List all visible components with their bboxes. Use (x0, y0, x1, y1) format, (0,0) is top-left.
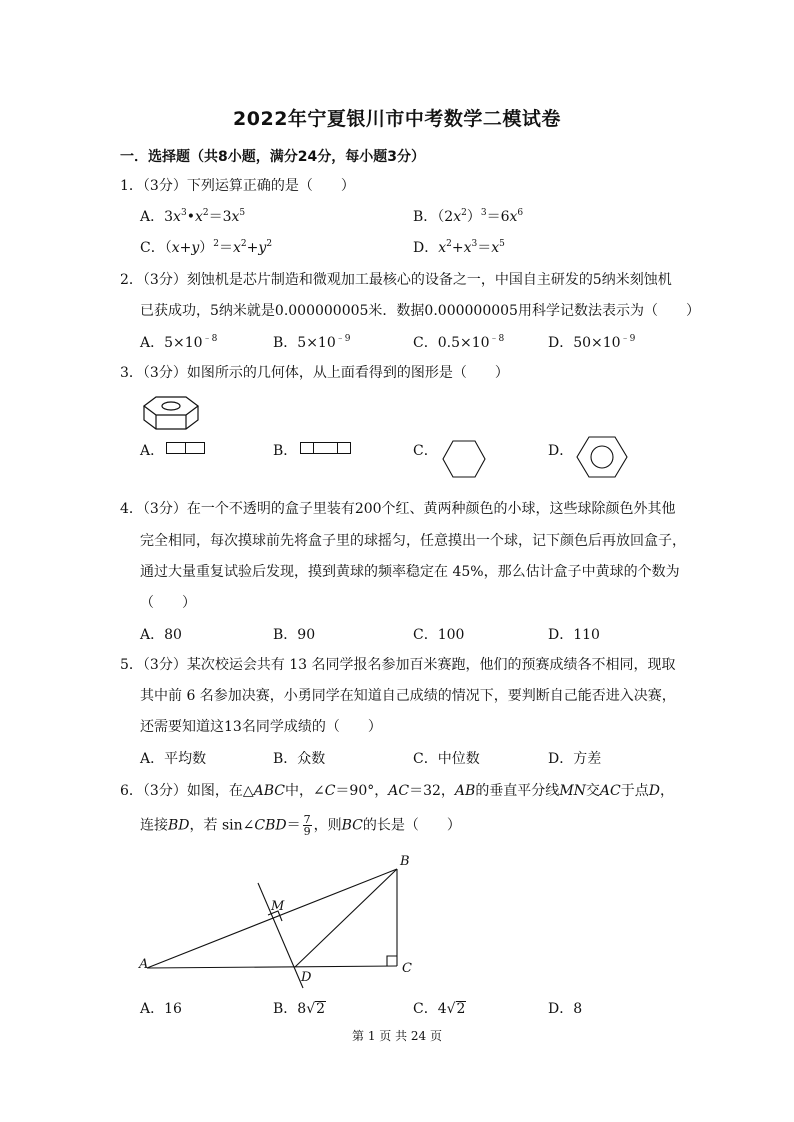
q5-option-c: C．中位数 (413, 751, 480, 767)
label-d: D (301, 970, 312, 985)
q2-line-2: 已获成功，5纳米就是0.000000005米．数据0.000000005用科学记数法表示为（ ） (140, 303, 700, 319)
q4-option-d: D．110 (548, 627, 600, 643)
q1-option-c: C．$(x+y)^2=x^2+y^2$ (140, 239, 273, 256)
q1-option-a: A．$3x^3•x^2=3x^5$ (140, 208, 246, 225)
q1-stem: 1．（3分）下列运算正确的是（ ） (120, 178, 355, 194)
q6-option-b: B．8√2 (273, 1001, 326, 1017)
q3-option-d: D． (548, 443, 574, 459)
q6-line-2: 连接BD，若 sin∠CBD＝ $\frac{7}{9}$ ，则BC的长是（ ） (140, 813, 461, 838)
q6-option-d: D．8 (548, 1001, 583, 1017)
q4-option-a: A．80 (140, 627, 182, 643)
q5-option-a: A．平均数 (140, 751, 207, 767)
two-rectangles-shape (166, 442, 206, 455)
q5-line-1: 5．（3分）某次校运会共有 13 名同学报名参加百米赛跑，他们的预赛成绩各不相同，现取 (120, 657, 676, 673)
hexagon-shape (442, 440, 486, 480)
q1-option-d: D．$x^2+x^3=x^5$ (413, 239, 505, 256)
label-b: B (400, 854, 410, 869)
q4-line-2: 完全相同，每次摸球前先将盒子里的球摇匀，任意摸出一个球，记下颜色后再放回盒子， (140, 533, 686, 549)
page-title: 2022年宁夏银川市中考数学二模试卷 (233, 108, 561, 130)
q1-option-b: B．$(2x^2)^3=6x^6$ (413, 208, 524, 225)
q3-stem: 3．（3分）如图所示的几何体，从上面看得到的图形是（ ） (120, 365, 509, 381)
q5-line-2: 其中前 6 名参加决赛，小勇同学在知道自己成绩的情况下，要判断自己能否进入决赛， (140, 688, 676, 704)
q4-option-c: C．100 (413, 627, 465, 643)
label-a: A (139, 957, 149, 972)
q5-option-b: B．众数 (273, 751, 326, 767)
page-footer: 第 1 页 共 24 页 (352, 1029, 442, 1043)
q2-option-d: D．$50\times 10^{﹣9}$ (548, 334, 636, 351)
section-heading: 一．选择题（共8小题，满分24分，每小题3分） (120, 149, 425, 165)
q4-line-4: （ ） (140, 595, 196, 611)
q4-line-3: 通过大量重复试验后发现，摸到黄球的频率稳定在 45%，那么估计盒子中黄球的个数为 (140, 564, 680, 580)
q2-option-c: C．$0.5\times 10^{﹣8}$ (413, 334, 505, 351)
q4-option-b: B．90 (273, 627, 316, 643)
label-m: M (271, 899, 285, 914)
q2-line-1: 2．（3分）刻蚀机是芯片制造和微观加工最核心的设备之一，中国自主研发的5纳米刻蚀机 (120, 272, 672, 288)
q6-option-a: A．16 (140, 1001, 182, 1017)
label-c: C (402, 961, 412, 976)
q2-option-b: B．$5\times 10^{﹣9}$ (273, 334, 351, 351)
q6-option-c: C．4√2 (413, 1001, 466, 1017)
triangle-figure (135, 848, 425, 988)
q3-option-b: B． (273, 443, 298, 459)
fraction-7-9: $\frac{7}{9}$ (303, 813, 311, 838)
q2-option-a: A．$5\times 10^{﹣8}$ (140, 334, 218, 351)
q4-line-1: 4．（3分）在一个不透明的盒子里装有200个红、黄两种颜色的小球，这些球除颜色外其他 (120, 501, 676, 517)
hex-nut-solid-figure (140, 392, 202, 432)
three-rectangles-shape (300, 442, 352, 455)
q3-option-a: A． (140, 443, 165, 459)
hexagon-with-circle-shape (576, 436, 628, 480)
q5-line-3: 还需要知道这13名同学成绩的（ ） (140, 719, 382, 735)
q3-option-c: C． (413, 443, 438, 459)
q6-line-1: 6．（3分）如图，在△ABC中，∠C＝90°，AC＝32，AB的垂直平分线MN交AC于点D， (120, 783, 674, 799)
q5-option-d: D．方差 (548, 751, 602, 767)
